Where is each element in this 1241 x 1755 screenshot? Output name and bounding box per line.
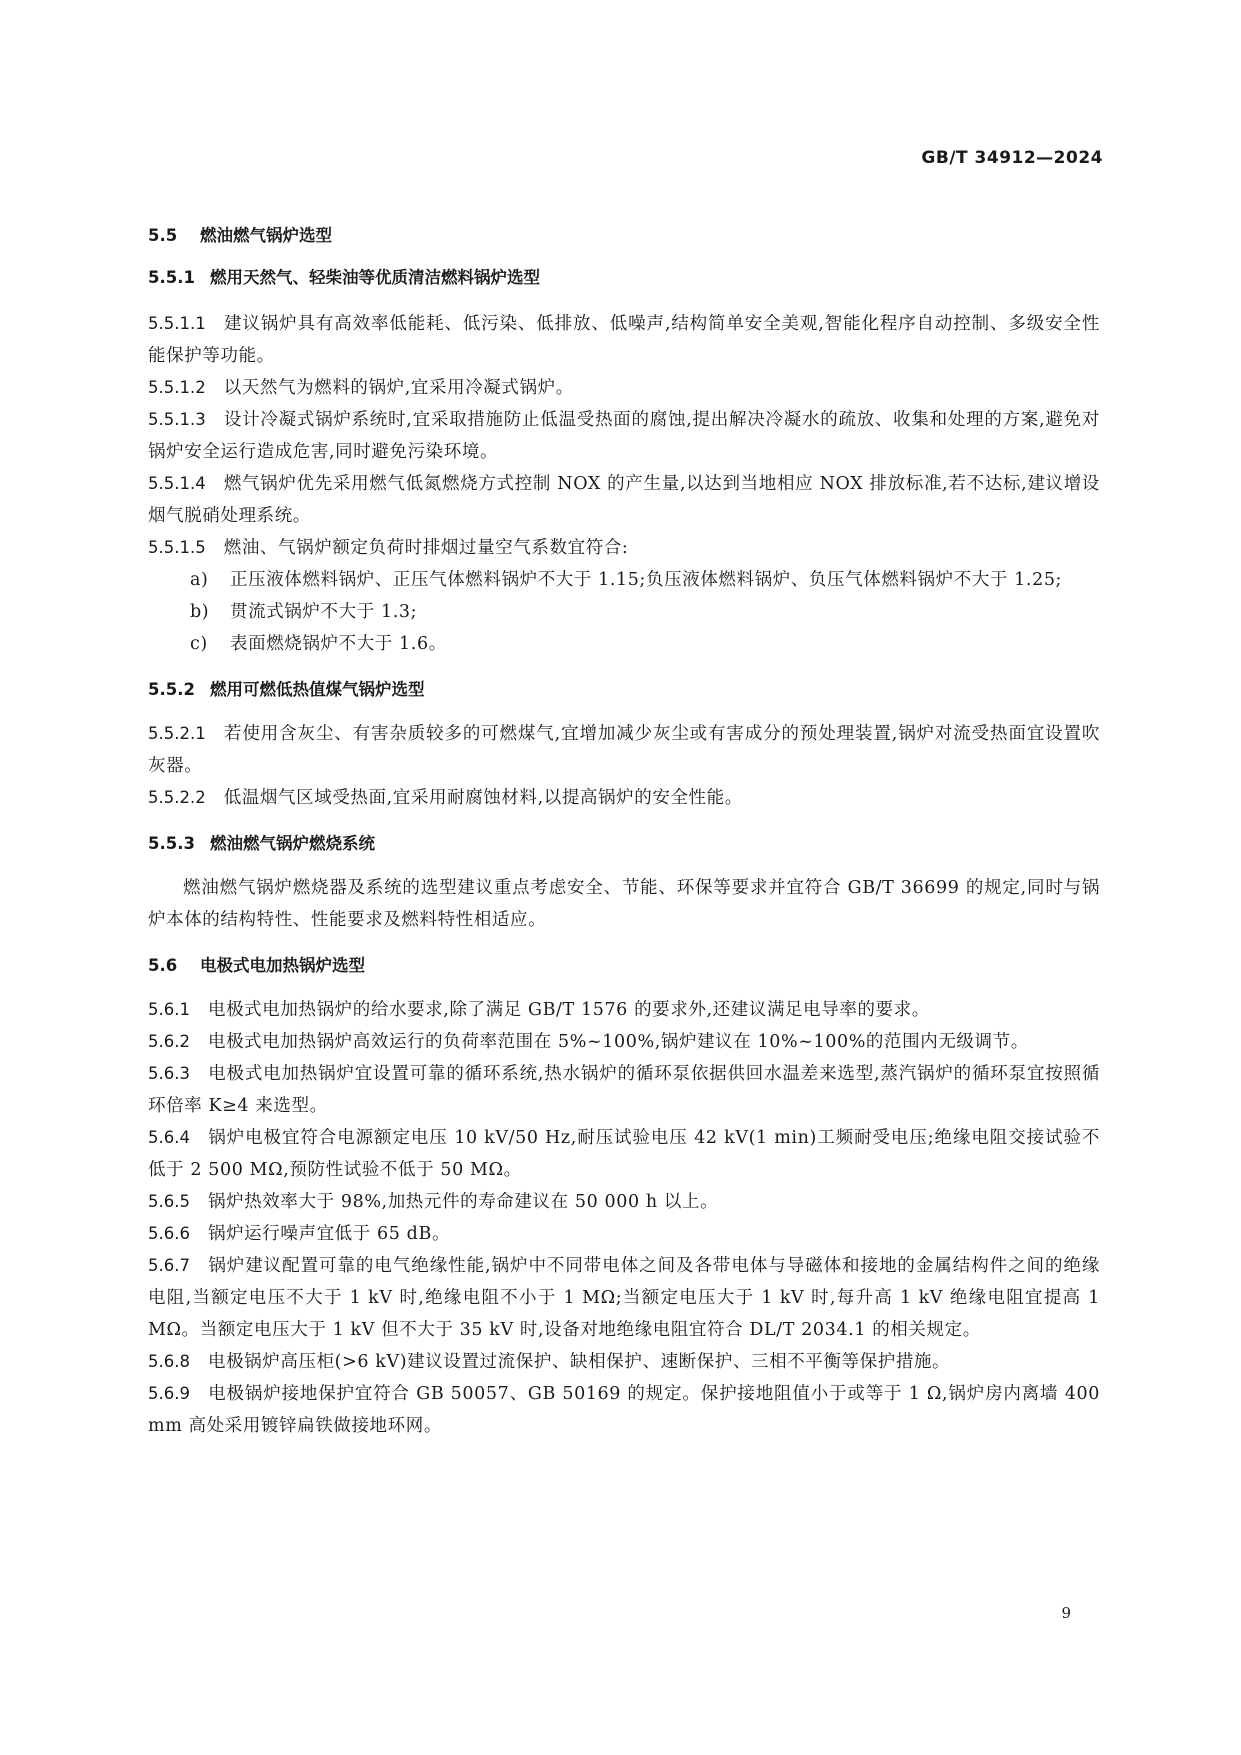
clause-number: 5.6.5 [148,1192,190,1211]
clause-number: 5.6.7 [148,1256,190,1275]
clause-5-6-6 [148,1218,1100,1250]
section-title: 电极式电加热锅炉选型 [200,956,365,975]
list-text: 正压液体燃料锅炉、正压气体燃料锅炉不大于 1.15;负压液体燃料锅炉、负压气体燃料锅炉不大于 1.25; [230,570,1063,590]
clause-5-5-1-2 [148,372,1100,404]
clause-text: 以天然气为燃料的锅炉,宜采用冷凝式锅炉。 [223,378,574,398]
clause-5-6-1 [148,994,1100,1026]
section-title: 燃油燃气锅炉选型 [200,226,332,245]
document-body [148,222,1100,1442]
clause-5-5-1-1 [148,308,1100,372]
clause-text: 锅炉电极宜符合电源额定电压 10 kV/50 Hz,耐压试验电压 42 kV(1 min)工频耐受电压;绝缘电阻交接试验不低于 2 500 MΩ,预防性试验不低于 50 MΩ。 [148,1128,1100,1180]
clause-5-6-8 [148,1346,1100,1378]
clause-5-5-1-3 [148,404,1100,468]
section-title: 燃用天然气、轻柴油等优质清洁燃料锅炉选型 [210,268,540,287]
standard-code: GB/T 34912—2024 [921,148,1103,168]
clause-number: 5.5.1.3 [148,410,206,429]
clause-text: 燃油、气锅炉额定负荷时排烟过量空气系数宜符合: [223,538,629,558]
clause-5-5-2-2 [148,782,1100,814]
clause-text: 电极锅炉高压柜(>6 kV)建议设置过流保护、缺相保护、速断保护、三相不平衡等保护措施。 [207,1352,951,1372]
clause-text: 锅炉建议配置可靠的电气绝缘性能,锅炉中不同带电体之间及各带电体与导磁体和接地的金属结构件之间的绝缘电阻,当额定电压不大于 1 kV 时,绝缘电阻不小于 1 MΩ;当额定电压大于 1 kV 时,每升高 1 kV 绝缘电阻宜提高 1 MΩ。当额定电压大于 1 kV 但不大于 35 kV 时,设备对地绝缘电阻宜符合 DL/T 2034.1 的相关规定。 [148,1256,1100,1340]
section-5-5-1-heading [148,264,1100,288]
list-item [190,628,1100,660]
clause-5-5-1-5 [148,532,1100,564]
clause-number: 5.5.1.4 [148,474,206,493]
section-number: 5.6 [148,956,178,975]
section-number: 5.5 [148,226,178,245]
clause-5-6-9 [148,1378,1100,1442]
list-marker: c) [190,634,208,654]
section-number: 5.5.3 [148,834,195,853]
clause-text: 电极锅炉接地保护宜符合 GB 50057、GB 50169 的规定。保护接地阻值小于或等于 1 Ω,锅炉房内离墙 400 mm 高处采用镀锌扁铁做接地环网。 [148,1384,1100,1436]
list-text: 贯流式锅炉不大于 1.3; [230,602,418,622]
clause-number: 5.5.2.1 [148,724,206,743]
clause-text: 锅炉热效率大于 98%,加热元件的寿命建议在 50 000 h 以上。 [207,1192,719,1212]
clause-number: 5.6.2 [148,1032,190,1051]
page-number: 9 [1061,1604,1071,1622]
list-text: 表面燃烧锅炉不大于 1.6。 [230,634,447,654]
clause-text: 建议锅炉具有高效率低能耗、低污染、低排放、低噪声,结构简单安全美观,智能化程序自动控制、多级安全性能保护等功能。 [148,314,1100,366]
clause-text: 电极式电加热锅炉宜设置可靠的循环系统,热水锅炉的循环泵依据供回水温差来选型,蒸汽锅炉的循环泵宜按照循环倍率 K≥4 来选型。 [148,1064,1100,1116]
clause-text: 锅炉运行噪声宜低于 65 dB。 [207,1224,451,1244]
clause-5-6-7 [148,1250,1100,1346]
clause-number: 5.6.3 [148,1064,190,1083]
section-title: 燃油燃气锅炉燃烧系统 [210,834,375,853]
clause-text: 电极式电加热锅炉高效运行的负荷率范围在 5%~100%,锅炉建议在 10%~100%的范围内无级调节。 [207,1032,1029,1052]
section-number: 5.5.2 [148,680,195,699]
clause-number: 5.5.1.1 [148,314,206,333]
clause-text: 设计冷凝式锅炉系统时,宜采取措施防止低温受热面的腐蚀,提出解决冷凝水的疏放、收集和处理的方案,避免对锅炉安全运行造成危害,同时避免污染环境。 [148,410,1100,462]
clause-number: 5.5.1.5 [148,538,206,557]
list-item [190,596,1100,628]
clause-number: 5.6.1 [148,1000,190,1019]
excess-air-list [148,564,1100,660]
clause-5-5-2-1 [148,718,1100,782]
section-number: 5.5.1 [148,268,195,287]
clause-5-6-3 [148,1058,1100,1122]
clause-5-5-3-body: 燃油燃气锅炉燃烧器及系统的选型建议重点考虑安全、节能、环保等要求并宜符合 GB/T 36699 的规定,同时与锅炉本体的结构特性、性能要求及燃料特性相适应。 [148,878,1100,930]
section-5-5-3-heading [148,830,1100,854]
clause-number: 5.6.6 [148,1224,190,1243]
clause-text: 低温烟气区域受热面,宜采用耐腐蚀材料,以提高锅炉的安全性能。 [223,788,743,808]
section-5-6-heading [148,952,1100,976]
clause-text: 若使用含灰尘、有害杂质较多的可燃煤气,宜增加减少灰尘或有害成分的预处理装置,锅炉对流受热面宜设置吹灰器。 [148,724,1100,776]
section-5-5-heading [148,222,1100,246]
clause-5-6-4 [148,1122,1100,1186]
clause-number: 5.6.8 [148,1352,190,1371]
section-title: 燃用可燃低热值煤气锅炉选型 [210,680,425,699]
section-5-5-2-heading [148,676,1100,700]
clause-number: 5.5.1.2 [148,378,206,397]
list-item [190,564,1100,596]
clause-5-6-5 [148,1186,1100,1218]
list-marker: b) [190,602,210,622]
clause-5-5-1-4 [148,468,1100,532]
clause-text: 燃气锅炉优先采用燃气低氮燃烧方式控制 NOX 的产生量,以达到当地相应 NOX 排放标准,若不达标,建议增设烟气脱硝处理系统。 [148,474,1100,526]
clause-number: 5.5.2.2 [148,788,206,807]
clause-number: 5.6.9 [148,1384,190,1403]
clause-text: 电极式电加热锅炉的给水要求,除了满足 GB/T 1576 的要求外,还建议满足电导率的要求。 [207,1000,930,1020]
list-marker: a) [190,570,209,590]
clause-number: 5.6.4 [148,1128,190,1147]
clause-5-6-2 [148,1026,1100,1058]
